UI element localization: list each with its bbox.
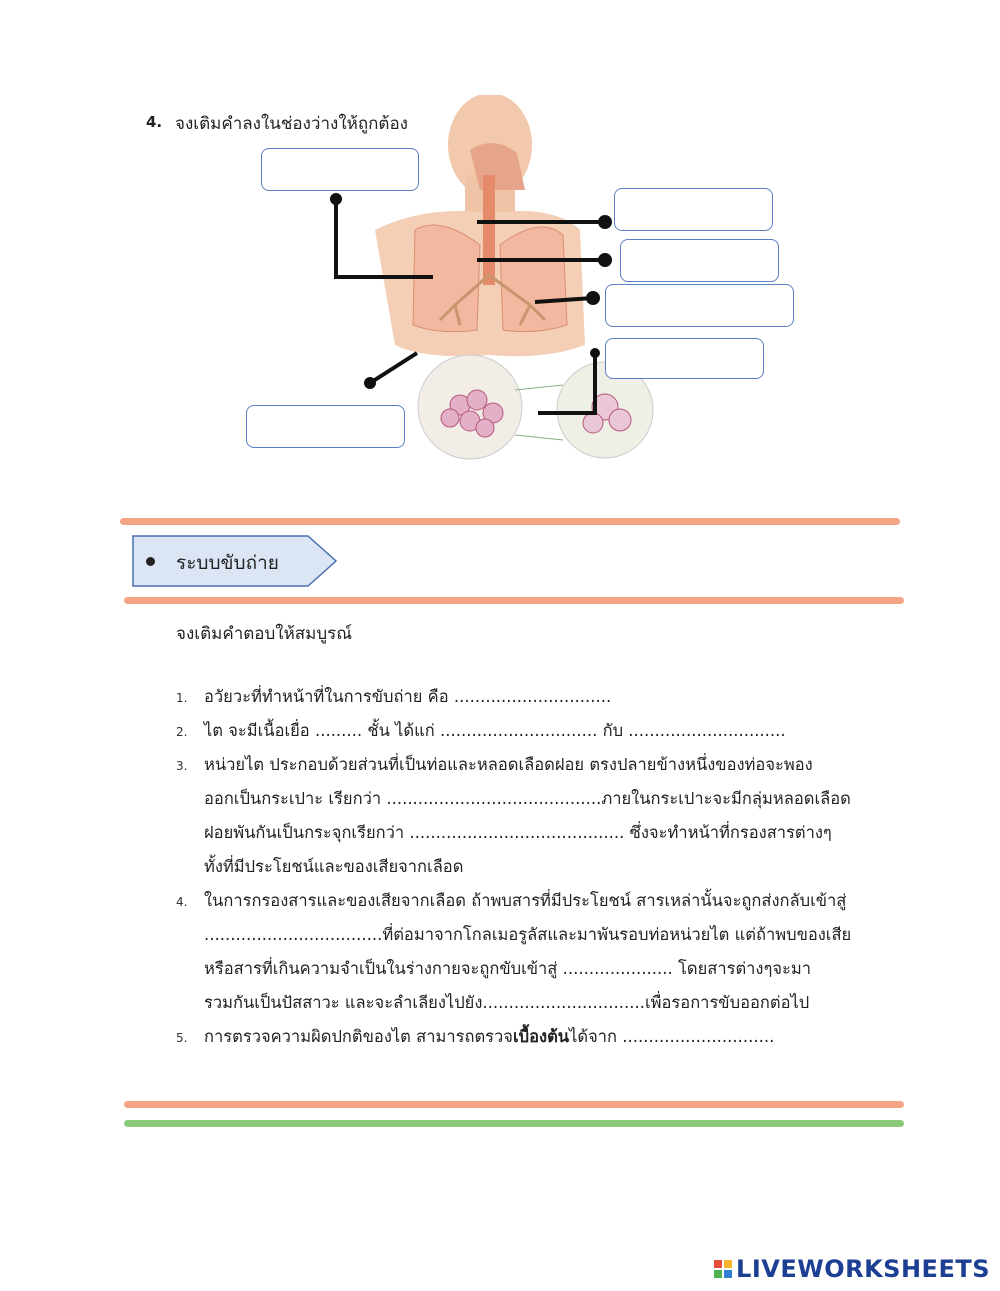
- item-number: 5.: [176, 1031, 188, 1045]
- list-item: [176, 680, 896, 714]
- item-text-bold: เบื้องต้น: [512, 1027, 570, 1046]
- answer-box-6[interactable]: [246, 405, 405, 448]
- answer-input-5[interactable]: [606, 339, 763, 378]
- question-number: 4.: [146, 113, 163, 131]
- answer-input-4[interactable]: [606, 285, 793, 326]
- list-item: [176, 714, 896, 748]
- item-text: ฝอยพันกันเป็นกระจุกเรียกว่า ......................................... ซึ่งจะทำหน้าที่กรองสารต่างๆ: [204, 823, 832, 842]
- exercise-list: [176, 680, 896, 1054]
- answer-input-1[interactable]: [262, 149, 418, 190]
- divider-section: [124, 597, 904, 604]
- brand-logo: [714, 1255, 990, 1283]
- divider-bottom-green: [124, 1120, 904, 1127]
- item-text: หน่วยไต ประกอบด้วยส่วนที่เป็นท่อและหลอดเลือดฝอย ตรงปลายข้างหนึ่งของท่อจะพอง: [204, 755, 813, 774]
- answer-box-3[interactable]: [620, 239, 779, 282]
- item-text-pre: การตรวจความผิดปกติของไต สามารถตรวจ: [204, 1027, 513, 1046]
- item-text: ไต จะมีเนื้อเยื่อ ......... ชั้น ได้แก่ .............................. กับ ..............................: [204, 721, 786, 740]
- divider-bottom-orange: [124, 1101, 904, 1108]
- item-text: ในการกรองสารและของเสียจากเลือด ถ้าพบสารที่มีประโยชน์ สารเหล่านั้นจะถูกส่งกลับเข้าสู่: [204, 891, 847, 910]
- item-text: ออกเป็นกระเปาะ เรียกว่า .........................................ภายในกระเปาะจะมีกลุ่มหลอดเลือด: [204, 789, 851, 808]
- item-text: รวมกันเป็นปัสสาวะ และจะลำเลียงไปยัง...............................เพื่อรอการขับออกต่อไป: [204, 993, 810, 1012]
- item-number: 1.: [176, 691, 188, 705]
- list-item: [176, 884, 896, 1020]
- item-text: ทั้งที่มีประโยชน์และของเสียจากเลือด: [204, 857, 464, 876]
- exercise-instruction: จงเติมคำตอบให้สมบูรณ์: [176, 624, 353, 644]
- section-title: ระบบขับถ่าย: [176, 552, 279, 574]
- bullet-icon: [146, 557, 155, 566]
- item-text: ..................................ที่ต่อมาจากโกลเมอรูลัสและมาพันรอบท่อหน่วยไต แต่ถ้าพบของเสีย: [204, 925, 852, 944]
- divider-top: [120, 518, 900, 525]
- answer-box-1[interactable]: [261, 148, 419, 191]
- answer-box-2[interactable]: [614, 188, 773, 231]
- item-text: หรือสารที่เกินความจำเป็นในร่างกายจะถูกขับเข้าสู่ ..................... โดยสารต่างๆจะมา: [204, 959, 812, 978]
- item-number: 2.: [176, 725, 188, 739]
- brand-text: LIVEWORKSHEETS: [736, 1255, 990, 1283]
- item-text-post: ได้จาก .............................: [569, 1027, 775, 1046]
- question-instruction: จงเติมคำลงในช่องว่างให้ถูกต้อง: [175, 114, 408, 134]
- answer-input-6[interactable]: [247, 406, 404, 447]
- answer-input-2[interactable]: [615, 189, 772, 230]
- answer-input-3[interactable]: [621, 240, 778, 281]
- section-tag: [132, 535, 338, 587]
- item-text: [204, 1020, 896, 1054]
- liveworksheets-logo-icon: [714, 1260, 732, 1278]
- answer-box-4[interactable]: [605, 284, 794, 327]
- answer-box-5[interactable]: [605, 338, 764, 379]
- item-number: 3.: [176, 759, 188, 773]
- item-number: 4.: [176, 895, 188, 909]
- list-item: [176, 1020, 896, 1054]
- list-item: [176, 748, 896, 884]
- item-text: อวัยวะที่ทำหน้าที่ในการขับถ่าย คือ ..............................: [204, 687, 612, 706]
